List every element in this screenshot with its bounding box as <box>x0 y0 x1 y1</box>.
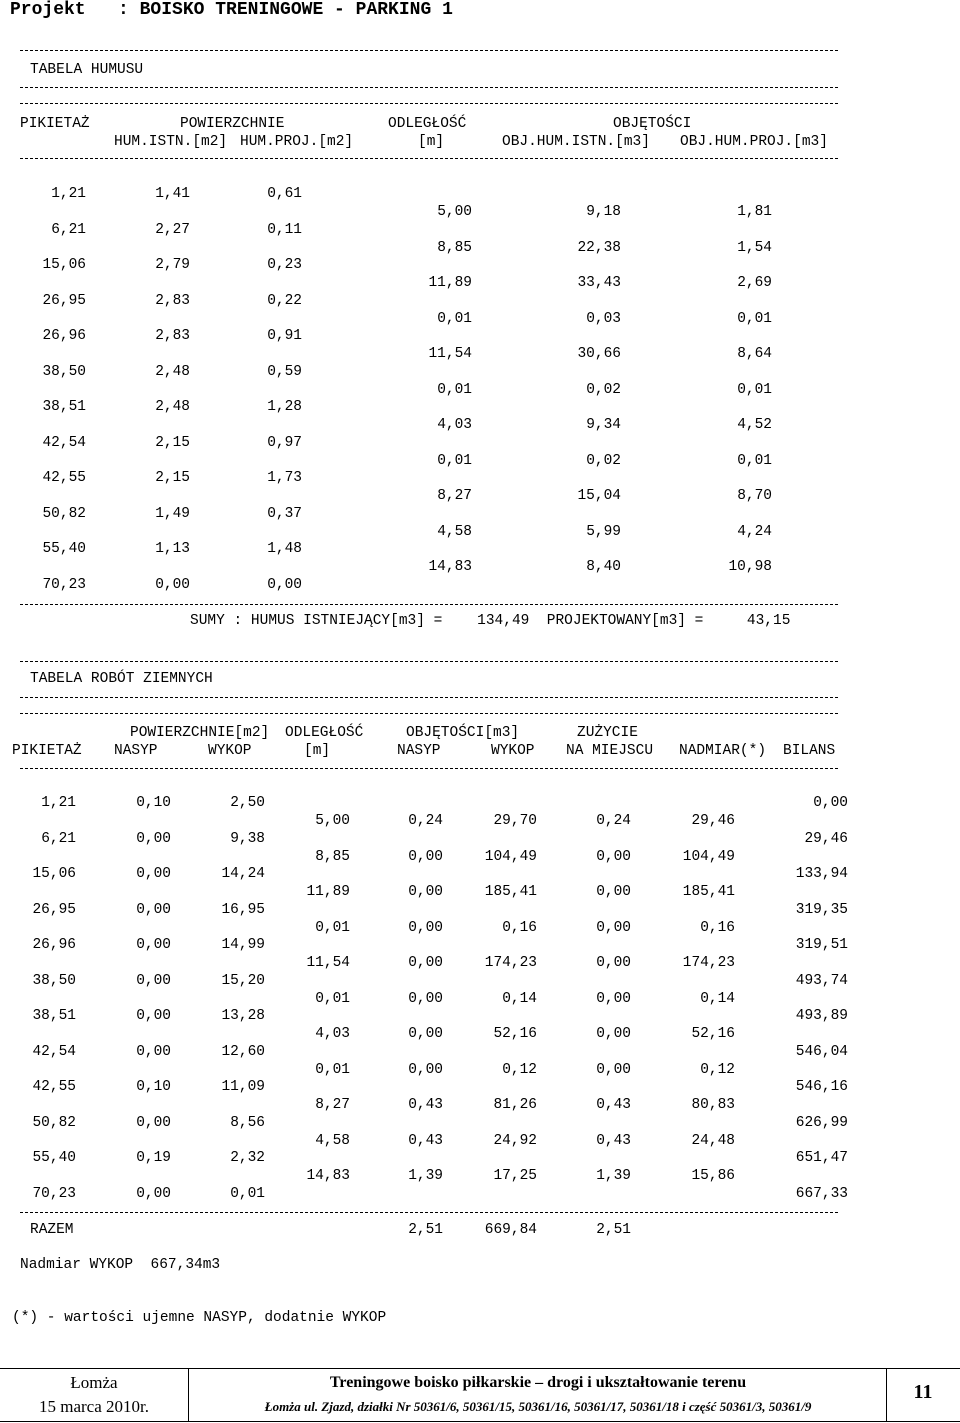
col-header-pikietaz: PIKIETAŻ <box>20 116 90 132</box>
earth-row-cell: 26,95 <box>32 901 76 918</box>
col-header-odleglosc: ODLEGŁOŚĆ <box>285 725 364 741</box>
humus-segment-cell: 8,85 <box>437 239 472 256</box>
separator <box>20 713 838 714</box>
col-header-obj-nasyp: NASYP <box>397 743 441 759</box>
earth-segment-cell: 0,01 <box>315 919 350 936</box>
humus-row-cell: 0,59 <box>267 363 302 380</box>
col-header-hum-istn: HUM.ISTN.[m2] <box>114 134 228 150</box>
earth-segment-cell: 174,23 <box>682 955 735 971</box>
earth-segment-cell: 0,00 <box>596 955 631 971</box>
razem-obj-wykop: 669,84 <box>484 1222 537 1238</box>
humus-segment-cell: 0,01 <box>437 381 472 398</box>
earth-segment-cell: 15,86 <box>691 1168 735 1184</box>
col-header-odleglosc: ODLEGŁOŚĆ <box>388 116 467 132</box>
humus-row-cell: 26,96 <box>42 328 86 344</box>
earth-segment-cell: 0,12 <box>502 1061 537 1078</box>
humus-row-cell: 0,22 <box>267 292 302 309</box>
earth-segment-cell: 0,00 <box>408 919 443 936</box>
earth-segment-cell: 0,00 <box>596 919 631 936</box>
earth-segment-cell: 0,00 <box>596 848 631 865</box>
humus-row-cell: 1,13 <box>155 541 190 557</box>
col-header-obj-wykop: WYKOP <box>491 743 535 759</box>
page-number: 11 <box>913 1381 933 1403</box>
footer-page-cell <box>886 1369 960 1421</box>
humus-segment-cell: 22,38 <box>577 239 621 256</box>
humus-segment-cell: 8,70 <box>737 488 772 504</box>
earth-segment-cell: 0,43 <box>408 1097 443 1113</box>
earth-segment-cell: 52,16 <box>493 1026 537 1042</box>
separator <box>20 103 838 104</box>
humus-segment-cell: 4,03 <box>437 417 472 433</box>
earth-segment-cell: 80,83 <box>691 1097 735 1113</box>
earth-segment-cell: 0,00 <box>596 990 631 1007</box>
separator <box>20 661 838 662</box>
humus-segment-cell: 0,01 <box>437 452 472 469</box>
earth-row-bilans: 319,51 <box>795 937 848 953</box>
earth-segment-cell: 0,24 <box>408 813 443 829</box>
earth-row-cell: 0,00 <box>136 1043 171 1060</box>
earth-segment-cell: 174,23 <box>484 955 537 971</box>
earth-segment-cell: 1,39 <box>596 1168 631 1184</box>
page-footer <box>0 1368 960 1422</box>
earth-segment-cell: 104,49 <box>484 848 537 865</box>
earth-row-cell: 15,06 <box>32 866 76 882</box>
humus-row-cell: 0,23 <box>267 257 302 273</box>
earth-segment-cell: 0,14 <box>700 990 735 1007</box>
earth-segment-cell: 0,00 <box>596 1061 631 1078</box>
razem-obj-nasyp: 2,51 <box>408 1222 443 1238</box>
humus-row-cell: 0,91 <box>267 328 302 344</box>
footer-project-name: Treningowe boisko piłkarskie – drogi i ukształtowanie terenu <box>329 1374 747 1391</box>
earth-row-cell: 0,00 <box>136 901 171 918</box>
humus-segment-cell: 0,01 <box>737 310 772 327</box>
earth-segment-cell: 0,01 <box>315 990 350 1007</box>
earth-segment-cell: 0,00 <box>408 1061 443 1078</box>
humus-segment-cell: 5,99 <box>586 523 621 540</box>
earth-segment-cell: 52,16 <box>691 1026 735 1042</box>
humus-row-cell: 6,21 <box>51 221 86 238</box>
razem-label: RAZEM <box>30 1222 74 1238</box>
earth-segment-cell: 8,27 <box>315 1097 350 1113</box>
earth-row-cell: 0,10 <box>136 795 171 811</box>
footnote: (*) - wartości ujemne NASYP, dodatnie WYKOP <box>12 1310 387 1326</box>
earth-segment-cell: 11,89 <box>306 884 350 900</box>
col-header-bilans: BILANS <box>783 743 836 759</box>
earth-segment-cell: 24,48 <box>691 1132 735 1149</box>
earth-segment-cell: 185,41 <box>682 884 735 900</box>
humus-row-cell: 38,50 <box>42 363 86 380</box>
humus-row-cell: 2,27 <box>155 221 190 238</box>
humus-row-cell: 0,11 <box>267 221 302 238</box>
humus-segment-cell: 11,54 <box>428 346 472 362</box>
humus-row-cell: 26,95 <box>42 292 86 309</box>
humus-segment-cell: 33,43 <box>577 275 621 291</box>
humus-row-cell: 1,41 <box>155 186 190 202</box>
earth-segment-cell: 29,70 <box>493 813 537 829</box>
earth-segment-cell: 4,58 <box>315 1132 350 1149</box>
earth-row-cell: 8,56 <box>230 1114 265 1131</box>
earth-row-cell: 2,32 <box>230 1150 265 1166</box>
earth-segment-cell: 0,00 <box>408 1026 443 1042</box>
humus-segment-cell: 8,64 <box>737 346 772 362</box>
earth-segment-cell: 0,43 <box>408 1132 443 1149</box>
separator <box>20 1212 838 1213</box>
earth-segment-cell: 185,41 <box>484 884 537 900</box>
earth-segment-cell: 0,43 <box>596 1097 631 1113</box>
earth-segment-cell: 8,85 <box>315 848 350 865</box>
col-header-powierzchnie: POWIERZCHNIE[m2] <box>130 725 270 741</box>
earth-row-cell: 0,00 <box>136 1114 171 1131</box>
footer-city-cell <box>0 1369 188 1421</box>
earth-segment-cell: 4,03 <box>315 1026 350 1042</box>
earth-row-bilans: 667,33 <box>795 1185 848 1202</box>
earth-segment-cell: 0,12 <box>700 1061 735 1078</box>
separator <box>20 87 838 88</box>
earth-segment-cell: 5,00 <box>315 813 350 829</box>
separator <box>20 768 838 769</box>
col-header-odl-unit: [m] <box>304 743 331 759</box>
nadmiar-summary: Nadmiar WYKOP 667,34m3 <box>20 1257 221 1273</box>
humus-row-cell: 50,82 <box>42 505 86 522</box>
earth-row-cell: 55,40 <box>32 1150 76 1166</box>
humus-segment-cell: 30,66 <box>577 346 621 362</box>
earth-row-cell: 0,19 <box>136 1150 171 1166</box>
earth-row-bilans: 493,89 <box>795 1008 848 1024</box>
earth-row-cell: 15,20 <box>221 972 265 989</box>
earth-row-cell: 42,54 <box>32 1043 76 1060</box>
earth-row-cell: 38,50 <box>32 972 76 989</box>
humus-segment-cell: 1,54 <box>737 239 772 256</box>
humus-segment-cell: 8,27 <box>437 488 472 504</box>
earth-row-bilans: 546,04 <box>795 1043 848 1060</box>
earth-row-bilans: 0,00 <box>813 795 848 811</box>
earth-row-cell: 0,10 <box>136 1079 171 1095</box>
separator <box>20 604 838 605</box>
footer-address: Łomża ul. Zjazd, działki Nr 50361/6, 50361/15, 50361/16, 50361/17, 50361/18 i część 50361/3, 50361/9 <box>264 1399 812 1414</box>
earth-row-cell: 0,00 <box>136 937 171 953</box>
humus-row-cell: 1,49 <box>155 505 190 522</box>
earth-segment-cell: 0,00 <box>596 1026 631 1042</box>
col-header-hum-proj: HUM.PROJ.[m2] <box>240 134 354 150</box>
col-header-objetosci: OBJĘTOŚCI <box>613 116 692 132</box>
col-header-objetosci: OBJĘTOŚCI[m3] <box>406 725 520 741</box>
col-header-pikietaz: PIKIETAŻ <box>12 743 82 759</box>
earth-row-bilans: 493,74 <box>795 972 848 989</box>
col-header-odl-unit: [m] <box>418 134 445 150</box>
col-header-obj-proj: OBJ.HUM.PROJ.[m3] <box>680 134 828 150</box>
earth-row-cell: 70,23 <box>32 1185 76 1202</box>
humus-row-cell: 42,55 <box>42 470 86 486</box>
humus-row-cell: 0,97 <box>267 434 302 451</box>
earth-row-cell: 13,28 <box>221 1008 265 1024</box>
humus-row-cell: 2,48 <box>155 399 190 415</box>
earth-table-title: TABELA ROBÓT ZIEMNYCH <box>30 671 213 687</box>
humus-row-cell: 2,15 <box>155 434 190 451</box>
col-header-nadmiar: NADMIAR(*) <box>679 743 767 759</box>
humus-segment-cell: 0,03 <box>586 310 621 327</box>
earth-row-cell: 12,60 <box>221 1043 265 1060</box>
earth-row-cell: 1,21 <box>41 795 76 811</box>
humus-segment-cell: 11,89 <box>428 275 472 291</box>
separator <box>20 697 838 698</box>
earth-row-cell: 14,24 <box>221 866 265 882</box>
humus-segment-cell: 9,18 <box>586 204 621 220</box>
humus-row-cell: 70,23 <box>42 576 86 593</box>
humus-table-title: TABELA HUMUSU <box>30 62 144 78</box>
earth-segment-cell: 11,54 <box>306 955 350 971</box>
earth-segment-cell: 0,24 <box>596 813 631 829</box>
humus-segment-cell: 0,01 <box>737 381 772 398</box>
humus-segment-cell: 0,02 <box>586 452 621 469</box>
earth-row-cell: 0,00 <box>136 866 171 882</box>
humus-row-cell: 38,51 <box>42 399 86 415</box>
earth-row-bilans: 319,35 <box>795 901 848 918</box>
earth-segment-cell: 14,83 <box>306 1168 350 1184</box>
humus-segment-cell: 4,52 <box>737 417 772 433</box>
humus-row-cell: 2,48 <box>155 363 190 380</box>
earth-row-cell: 6,21 <box>41 830 76 847</box>
separator <box>20 158 838 159</box>
humus-segment-cell: 0,02 <box>586 381 621 398</box>
humus-row-cell: 0,61 <box>267 186 302 202</box>
humus-segment-cell: 1,81 <box>737 204 772 220</box>
earth-segment-cell: 0,00 <box>408 990 443 1007</box>
humus-segment-cell: 0,01 <box>737 452 772 469</box>
humus-row-cell: 1,48 <box>267 541 302 557</box>
humus-row-cell: 0,37 <box>267 505 302 522</box>
humus-row-cell: 55,40 <box>42 541 86 557</box>
earth-row-cell: 9,38 <box>230 830 265 847</box>
humus-segment-cell: 4,58 <box>437 523 472 540</box>
earth-row-cell: 11,09 <box>221 1079 265 1095</box>
earth-segment-cell: 0,00 <box>408 884 443 900</box>
col-header-obj-istn: OBJ.HUM.ISTN.[m3] <box>502 134 650 150</box>
humus-sums: SUMY : HUMUS ISTNIEJĄCY[m3] = 134,49 PROJEKTOWANY[m3] = 43,15 <box>190 613 791 629</box>
earth-row-bilans: 651,47 <box>795 1150 848 1166</box>
humus-row-cell: 2,83 <box>155 292 190 309</box>
earth-segment-cell: 104,49 <box>682 848 735 865</box>
earth-row-bilans: 29,46 <box>804 830 848 847</box>
col-header-zuzycie: ZUŻYCIE <box>577 725 638 741</box>
earth-row-cell: 42,55 <box>32 1079 76 1095</box>
footer-date: 15 marca 2010r. <box>39 1397 149 1416</box>
razem-zuzycie: 2,51 <box>596 1222 631 1238</box>
earth-segment-cell: 1,39 <box>408 1168 443 1184</box>
earth-row-cell: 0,00 <box>136 830 171 847</box>
earth-segment-cell: 17,25 <box>493 1168 537 1184</box>
earth-row-cell: 14,99 <box>221 937 265 953</box>
humus-segment-cell: 2,69 <box>737 275 772 291</box>
humus-segment-cell: 15,04 <box>577 488 621 504</box>
separator <box>20 50 838 51</box>
humus-row-cell: 15,06 <box>42 257 86 273</box>
earth-row-cell: 26,96 <box>32 937 76 953</box>
col-header-powierzchnie: POWIERZCHNIE <box>180 116 285 132</box>
earth-segment-cell: 24,92 <box>493 1132 537 1149</box>
earth-row-cell: 0,00 <box>136 1008 171 1024</box>
humus-segment-cell: 10,98 <box>728 559 772 575</box>
earth-row-cell: 16,95 <box>221 901 265 918</box>
humus-row-cell: 2,79 <box>155 257 190 273</box>
humus-segment-cell: 5,00 <box>437 204 472 220</box>
earth-segment-cell: 29,46 <box>691 813 735 829</box>
footer-project-cell <box>188 1369 887 1421</box>
earth-segment-cell: 0,00 <box>408 955 443 971</box>
earth-row-cell: 0,00 <box>136 1185 171 1202</box>
humus-row-cell: 1,21 <box>51 186 86 202</box>
earth-segment-cell: 0,16 <box>700 919 735 936</box>
humus-segment-cell: 4,24 <box>737 523 772 540</box>
humus-segment-cell: 14,83 <box>428 559 472 575</box>
earth-row-cell: 50,82 <box>32 1114 76 1131</box>
humus-segment-cell: 8,40 <box>586 559 621 575</box>
humus-row-cell: 2,83 <box>155 328 190 344</box>
col-header-nasyp: NASYP <box>114 743 158 759</box>
earth-row-bilans: 626,99 <box>795 1114 848 1131</box>
humus-row-cell: 2,15 <box>155 470 190 486</box>
humus-row-cell: 1,28 <box>267 399 302 415</box>
earth-row-cell: 2,50 <box>230 795 265 811</box>
earth-segment-cell: 0,00 <box>596 884 631 900</box>
earth-segment-cell: 81,26 <box>493 1097 537 1113</box>
humus-segment-cell: 0,01 <box>437 310 472 327</box>
earth-row-cell: 38,51 <box>32 1008 76 1024</box>
humus-row-cell: 0,00 <box>267 576 302 593</box>
earth-row-bilans: 546,16 <box>795 1079 848 1095</box>
earth-row-cell: 0,01 <box>230 1185 265 1202</box>
project-title: Projekt : BOISKO TRENINGOWE - PARKING 1 <box>10 0 453 20</box>
earth-segment-cell: 0,43 <box>596 1132 631 1149</box>
earth-segment-cell: 0,16 <box>502 919 537 936</box>
footer-city: Łomża <box>70 1373 118 1392</box>
earth-row-cell: 0,00 <box>136 972 171 989</box>
humus-row-cell: 1,73 <box>267 470 302 486</box>
humus-segment-cell: 9,34 <box>586 417 621 433</box>
earth-row-bilans: 133,94 <box>795 866 848 882</box>
col-header-na-miejscu: NA MIEJSCU <box>566 743 654 759</box>
earth-segment-cell: 0,00 <box>408 848 443 865</box>
humus-row-cell: 42,54 <box>42 434 86 451</box>
humus-row-cell: 0,00 <box>155 576 190 593</box>
col-header-wykop: WYKOP <box>208 743 252 759</box>
earth-segment-cell: 0,01 <box>315 1061 350 1078</box>
earth-segment-cell: 0,14 <box>502 990 537 1007</box>
